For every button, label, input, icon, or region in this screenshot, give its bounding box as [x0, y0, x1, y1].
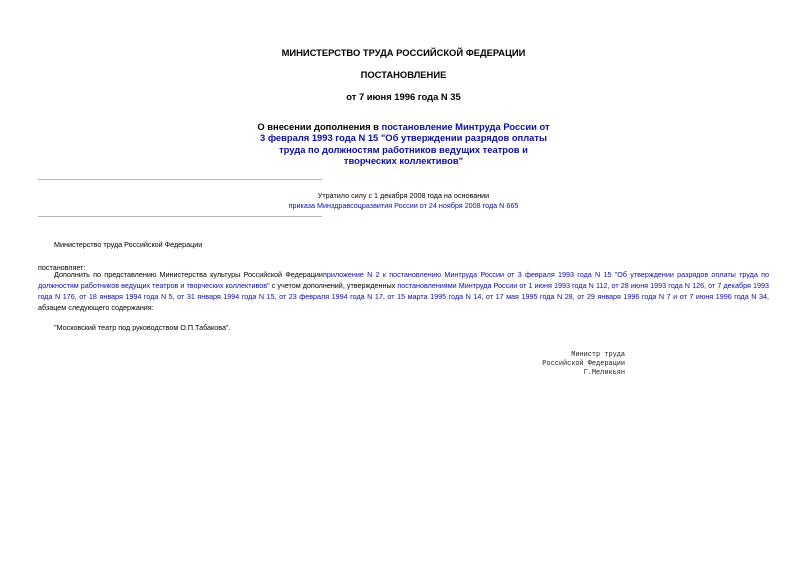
signature-position: Министр труда: [571, 351, 625, 359]
document-type: ПОСТАНОВЛЕНИЕ: [360, 69, 447, 80]
resolves-line: постановляет:: [38, 263, 86, 272]
subject-prefix: О внесении дополнения в: [257, 121, 382, 132]
subject-link[interactable]: постановление Минтруда России от 3 февраля 1993 года N 15 "Об утверждении разрядов оплаты труда по должностям работников ведущих театров и творческих коллективов": [260, 121, 550, 167]
main-paragraph: [38, 269, 769, 313]
paragraph-start: Дополнить по представлению Министерства культуры Российской Федерации: [54, 270, 323, 279]
signature-block: [540, 351, 625, 378]
resolutions-link[interactable]: постановлениями Минтруда России от 1 июня 1993 года N 112, от 28 июня 1993 года N 126, от 7 декабря 1993 года N 176, от 18 января 1994 года N 5, от 31 января 1994 года N 15, от 23 февраля 1994 года N 17, от 15 марта 1995 года N 14, от 17 мая 1995 года N 28, от 29 января 1996 года N 7 и от 7 июня 1996 года N 34: [38, 281, 769, 301]
document-date: от 7 июня 1996 года N 35: [346, 91, 461, 102]
divider-top: [38, 179, 322, 180]
ministry-title: МИНИСТЕРСТВО ТРУДА РОССИЙСКОЙ ФЕДЕРАЦИИ: [281, 47, 526, 58]
issuer-line: Министерство труда Российской Федерации: [54, 240, 203, 249]
paragraph-middle: с учетом дополнений, утвержденных: [269, 281, 398, 290]
document-subject: [0, 121, 807, 167]
appendix-link[interactable]: приложение N 2 к постановлению Минтруда России от 3 февраля 1993 года N 15 "Об утверждении разрядов оплаты труда по должностям работников ведущих театров и творческих коллективов": [38, 270, 769, 290]
signature-name: Г.Меликьян: [583, 369, 625, 377]
status-note-link[interactable]: приказа Минздравсоцразвития России от 24 ноября 2008 года N 665: [288, 201, 519, 210]
paragraph-end: , абзацем следующего содержания:: [38, 292, 769, 312]
divider-bottom: [38, 216, 322, 217]
signature-country: Российской Федерации: [542, 360, 625, 368]
quoted-text: "Московский театр под руководством О.П.Табакова".: [54, 323, 231, 332]
status-note: Утратило силу с 1 декабря 2008 года на основании: [317, 191, 490, 200]
